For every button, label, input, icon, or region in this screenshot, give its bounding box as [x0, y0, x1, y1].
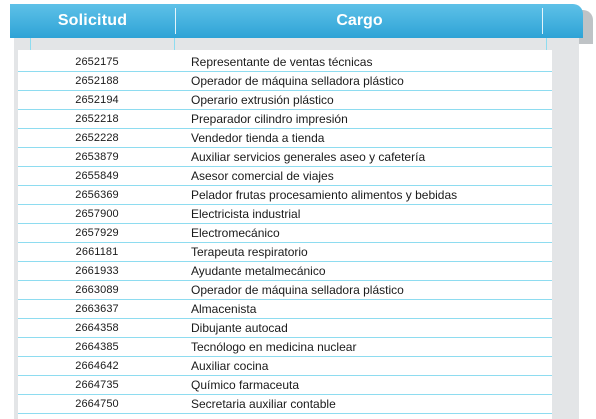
cell-cargo: Auxiliar cocina — [191, 358, 269, 373]
cell-solicitud: 2652218 — [75, 112, 119, 125]
table-row — [18, 299, 552, 319]
cell-cargo: Vendedor tienda a tienda — [191, 130, 325, 145]
cell-solicitud: 2661181 — [75, 245, 119, 258]
table-row — [18, 394, 552, 414]
cell-solicitud: 2652194 — [75, 93, 119, 106]
table-row — [18, 204, 552, 224]
cell-cargo: Almacenista — [191, 301, 257, 316]
cell-solicitud: 2663089 — [75, 283, 119, 296]
table-row — [18, 280, 552, 300]
cell-solicitud: 2664750 — [75, 397, 119, 410]
cell-cargo: Pelador frutas procesamiento alimentos y bebidas — [191, 187, 458, 202]
cell-cargo: Electricista industrial — [191, 206, 301, 221]
cell-cargo: Tecnólogo en medicina nuclear — [191, 339, 357, 354]
cell-solicitud: 2664358 — [75, 321, 119, 334]
cell-cargo: Asesor comercial de viajes — [191, 168, 334, 183]
header-cargo: Cargo — [336, 12, 383, 29]
cell-cargo: Dibujante autocad — [191, 320, 288, 335]
cell-cargo: Secretaria auxiliar contable — [191, 396, 336, 411]
table-row — [18, 261, 552, 281]
table-row — [18, 52, 552, 72]
cell-cargo: Ayudante metalmecánico — [191, 263, 326, 278]
cell-cargo: Operador de máquina selladora plástico — [191, 73, 404, 88]
table-row — [18, 128, 552, 148]
table-body — [18, 50, 552, 419]
cell-cargo: Terapeuta respiratorio — [191, 244, 308, 259]
header-divider-right — [542, 8, 543, 34]
cell-solicitud: 2652188 — [75, 74, 119, 87]
table-row — [18, 356, 552, 376]
cell-solicitud: 2656369 — [75, 188, 119, 201]
table-row — [18, 166, 552, 186]
cell-solicitud: 2664642 — [75, 359, 119, 372]
cell-solicitud: 2664735 — [75, 378, 119, 391]
cell-cargo: Electromecánico — [191, 225, 280, 240]
cell-cargo: Operador de máquina selladora plástico — [191, 282, 404, 297]
cell-solicitud: 2657929 — [75, 226, 119, 239]
cell-solicitud: 2653879 — [75, 150, 119, 163]
header-solicitud: Solicitud — [57, 12, 128, 29]
cell-solicitud: 2661933 — [75, 264, 119, 277]
table-row — [18, 223, 552, 243]
table-row — [18, 318, 552, 338]
cell-cargo: Operario extrusión plástico — [191, 92, 334, 107]
table-row — [18, 185, 552, 205]
table-row — [18, 71, 552, 91]
header-divider — [175, 8, 176, 34]
cell-solicitud: 2664385 — [75, 340, 119, 353]
table-row — [18, 242, 552, 262]
cell-cargo: Representante de ventas técnicas — [191, 54, 373, 69]
cell-solicitud: 2652228 — [75, 131, 119, 144]
cell-solicitud: 2657900 — [75, 207, 119, 220]
cell-solicitud: 2655849 — [75, 169, 119, 182]
table-row — [18, 109, 552, 129]
table-row — [18, 90, 552, 110]
cell-solicitud: 2663637 — [75, 302, 119, 315]
cell-cargo: Preparador cilindro impresión — [191, 111, 348, 126]
cell-cargo: Auxiliar servicios generales aseo y cafetería — [191, 149, 426, 164]
table-row — [18, 337, 552, 357]
table-header — [10, 4, 583, 38]
cell-cargo: Químico farmaceuta — [191, 377, 300, 392]
cell-solicitud: 2652175 — [75, 55, 119, 68]
table-row — [18, 147, 552, 167]
table-row — [18, 375, 552, 395]
